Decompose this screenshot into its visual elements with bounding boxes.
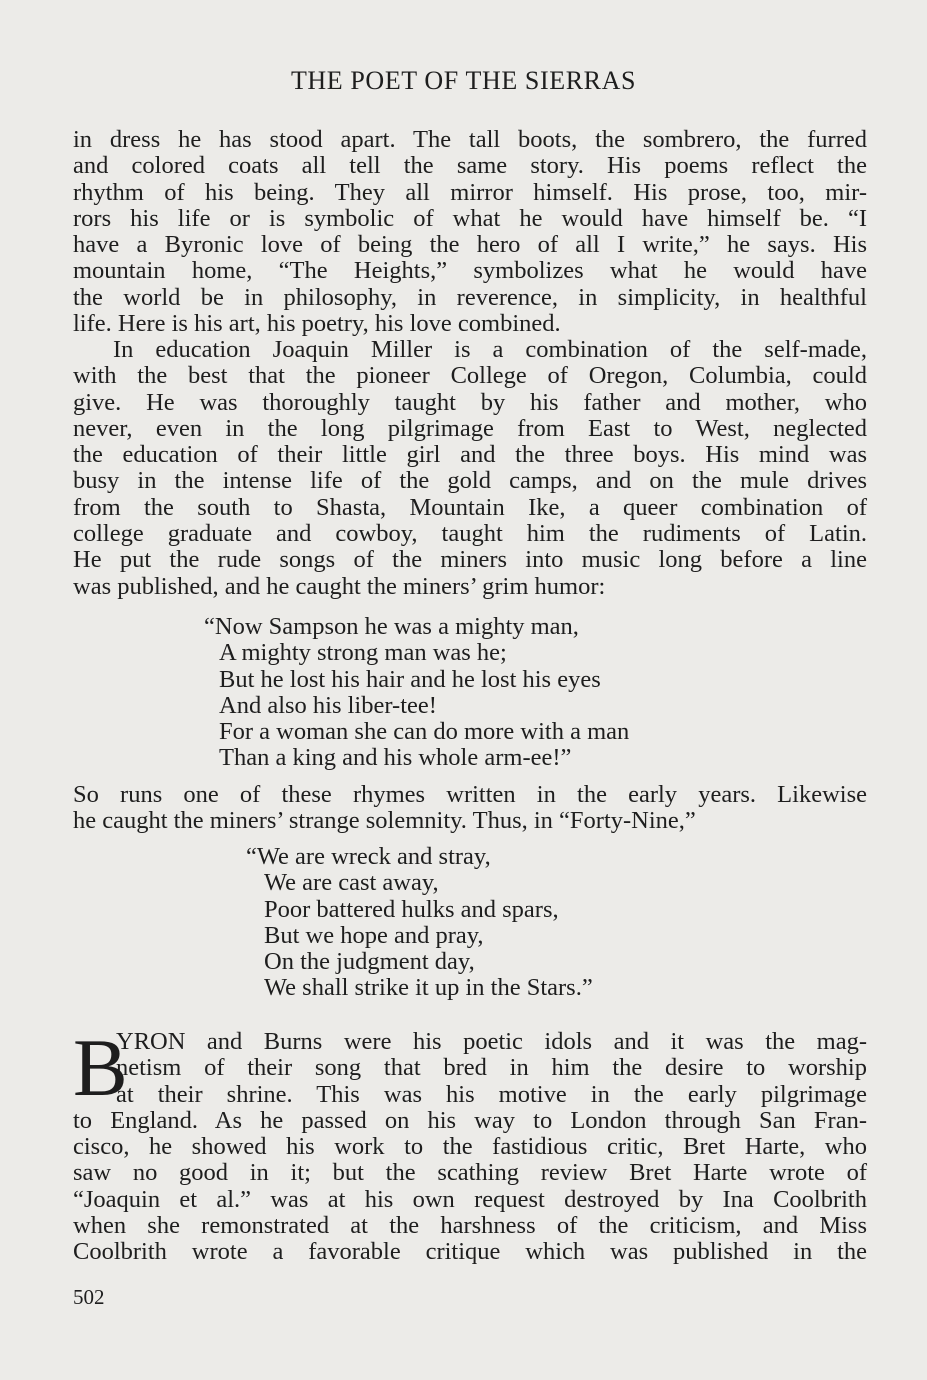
poem-forty-nine: [246, 844, 593, 1002]
poem-line: We are cast away,: [264, 869, 439, 897]
text-line: with the best that the pioneer College of Oregon, Columbia, could: [73, 362, 867, 390]
poem-line: Than a king and his whole arm-ee!”: [219, 744, 572, 772]
text-line: when she remonstrated at the harshness of the criticism, and Miss: [73, 1212, 867, 1240]
text-line: was published, and he caught the miners’ grim humor:: [73, 572, 606, 600]
text-line: cisco, he showed his work to the fastidious critic, Bret Harte, who: [73, 1133, 867, 1161]
text-line: “Joaquin et al.” was at his own request destroyed by Ina Coolbrith: [73, 1185, 867, 1213]
drop-cap: B: [73, 1022, 128, 1113]
running-head: THE POET OF THE SIERRAS: [290, 66, 637, 95]
text-line: rhythm of his being. They all mirror himself. His prose, too, mir-: [73, 178, 867, 206]
text-line: have a Byronic love of being the hero of all I write,” he says. His: [73, 231, 867, 259]
text-line: netism of their song that bred in him the desire to worship: [116, 1054, 867, 1082]
text-line: the world be in philosophy, in reverence, in simplicity, in healthful: [73, 283, 867, 311]
text-line: he caught the miners’ strange solemnity. Thus, in “Forty-Nine,”: [73, 807, 696, 835]
paragraph-byron: [73, 1022, 867, 1266]
text-line: to England. As he passed on his way to London through San Fran-: [73, 1106, 867, 1134]
text-line: give. He was thoroughly taught by his father and mother, who: [73, 388, 867, 416]
poem-line: And also his liber-tee!: [219, 691, 437, 719]
poem-line: We shall strike it up in the Stars.”: [264, 974, 593, 1002]
poem-line: Poor battered hulks and spars,: [264, 895, 559, 923]
paragraph-continued: [73, 127, 867, 337]
text-line: and colored coats all tell the same story. His poems reflect the: [73, 152, 867, 180]
poem-line: On the judgment day,: [264, 948, 475, 976]
page-number: 502: [73, 1285, 105, 1309]
text-line: In education Joaquin Miller is a combination of the self-made,: [113, 336, 867, 363]
text-line: college graduate and cowboy, taught him the rudiments of Latin.: [73, 520, 867, 548]
poem-line: “We are wreck and stray,: [246, 843, 491, 870]
poem-line: For a woman she can do more with a man: [219, 718, 630, 746]
text-line: Coolbrith wrote a favorable critique which was published in the: [73, 1238, 867, 1266]
text-line: the education of their little girl and the three boys. His mind was: [73, 441, 867, 469]
text-line: rors his life or is symbolic of what he would have himself be. “I: [73, 204, 867, 232]
text-line: So runs one of these rhymes written in the early years. Likewise: [73, 781, 867, 808]
text-line: mountain home, “The Heights,” symbolizes what he would have: [73, 257, 867, 285]
text-line: saw no good in it; but the scathing review Bret Harte wrote of: [73, 1159, 867, 1187]
text-line: YRON and Burns were his poetic idols and it was the mag-: [116, 1028, 867, 1055]
text-line: at their shrine. This was his motive in the early pilgrimage: [116, 1080, 867, 1108]
poem-sampson: [204, 614, 629, 772]
poem-line: “Now Sampson he was a mighty man,: [204, 613, 579, 640]
text-line: busy in the intense life of the gold camps, and on the mule drives: [73, 467, 867, 495]
text-line: life. Here is his art, his poetry, his love combined.: [73, 310, 561, 338]
poem-line: A mighty strong man was he;: [219, 639, 507, 667]
text-line: never, even in the long pilgrimage from East to West, neglected: [73, 414, 867, 442]
poem-line: But we hope and pray,: [264, 921, 484, 949]
text-line: from the south to Shasta, Mountain Ike, a queer combination of: [73, 493, 867, 521]
poem-line: But he lost his hair and he lost his eyes: [219, 665, 601, 693]
text-line: in dress he has stood apart. The tall boots, the sombrero, the furred: [73, 126, 867, 153]
paragraph-education: [73, 337, 867, 600]
text-line: He put the rude songs of the miners into music long before a line: [73, 546, 867, 574]
paragraph-rhymes: [73, 782, 867, 835]
